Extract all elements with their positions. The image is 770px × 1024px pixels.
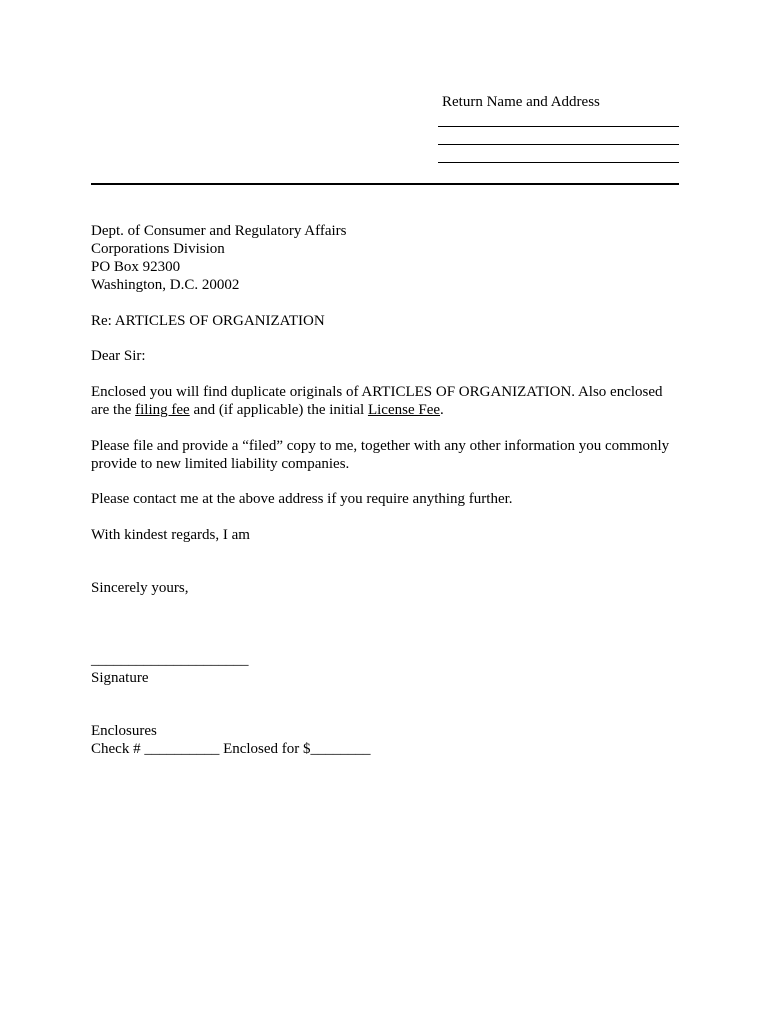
text-segment: and (if applicable) the initial (189, 402, 368, 418)
return-address-title: Return Name and Address (442, 94, 600, 110)
paragraph-file-request-line-1: Please file and provide a “filed” copy to me, together with any other information you commonly (91, 438, 670, 454)
recipient-line-2: Corporations Division (91, 241, 225, 257)
enclosures-label: Enclosures (91, 723, 157, 739)
salutation: Dear Sir: (91, 348, 146, 364)
text-segment: are the (91, 402, 136, 418)
license-fee-text: License Fee (367, 402, 441, 418)
paragraph-file-request (91, 437, 691, 473)
filing-fee-text: filing fee (135, 402, 190, 418)
header-divider (91, 183, 679, 185)
recipient-line-3: PO Box 92300 (91, 259, 181, 275)
paragraph-enclosed-line-1: Enclosed you will find duplicate originals of ARTICLES OF ORGANIZATION. Also enclosed (91, 384, 663, 400)
text-segment: . (440, 402, 444, 418)
signature-line: _____________________ (91, 652, 249, 668)
signature-label: Signature (91, 670, 149, 686)
paragraph-contact: Please contact me at the above address if you require anything further. (91, 491, 513, 507)
paragraph-file-request-line-2: provide to new limited liability companies. (91, 456, 350, 472)
recipient-line-4: Washington, D.C. 20002 (91, 277, 240, 293)
recipient-line-1: Dept. of Consumer and Regulatory Affairs (91, 223, 347, 239)
closing-sincerely: Sincerely yours, (91, 580, 189, 596)
return-address-line-3 (438, 162, 679, 163)
return-address-line-2 (438, 144, 679, 145)
check-line: Check # __________ Enclosed for $________ (91, 741, 371, 757)
paragraph-enclosed-line-2 (91, 401, 691, 419)
closing-regards: With kindest regards, I am (91, 527, 250, 543)
re-line: Re: ARTICLES OF ORGANIZATION (91, 313, 325, 329)
paragraph-enclosed (91, 383, 691, 419)
return-address-line-1 (438, 126, 679, 127)
recipient-address (91, 222, 691, 294)
